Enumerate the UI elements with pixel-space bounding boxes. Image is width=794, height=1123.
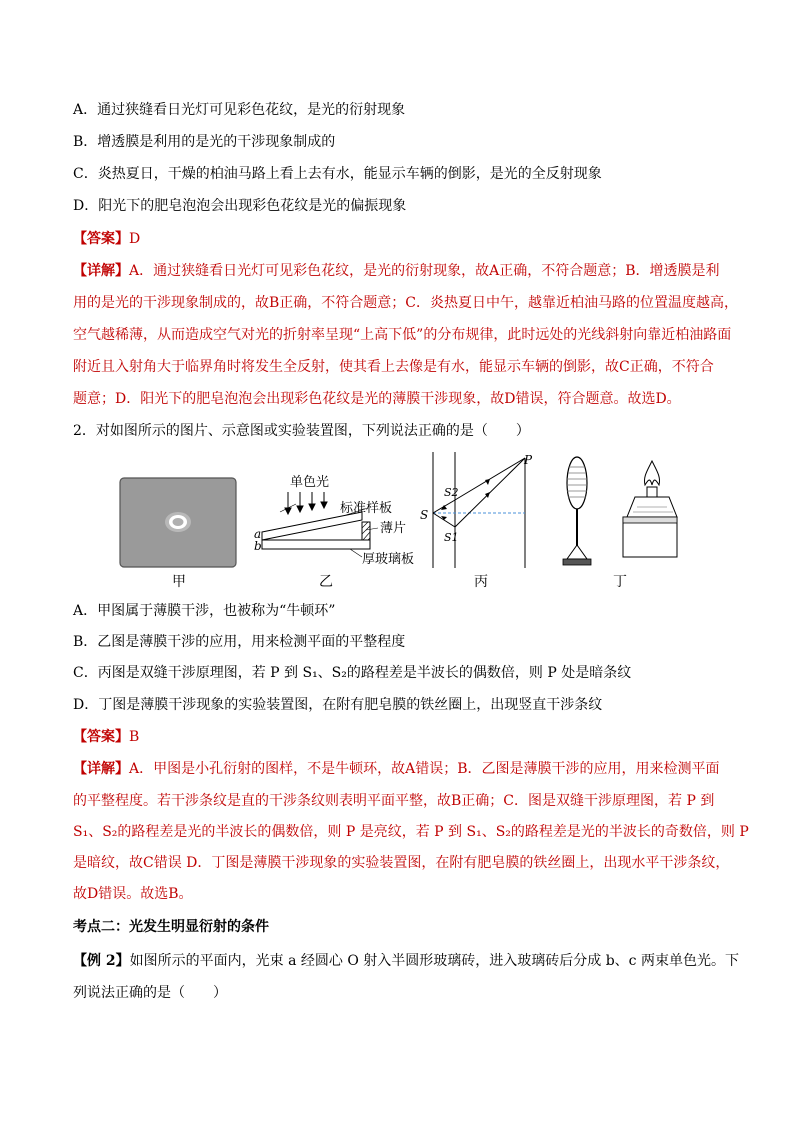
- answer-value: B: [129, 729, 140, 745]
- q1-explain-line-5: 题意；D．阳光下的肥皂泡泡会出现彩色花纹是光的薄膜干涉现象，故D错误，符合题意。故选D。: [73, 391, 681, 407]
- answer-label: 【答案】: [73, 729, 129, 745]
- example-label: 【例 2】: [73, 953, 130, 969]
- answer-value: D: [129, 231, 141, 247]
- q2-stem: 2．对如图所示的图片、示意图或实验装置图，下列说法正确的是（ ）: [73, 423, 530, 439]
- q2-explain-line-3: S₁、S₂的路程差是光的半波长的偶数倍，则 P 是亮纹，若 P 到 S₁、S₂的路程差是光的半波长的奇数倍，则 P: [73, 824, 749, 840]
- label-s2: S2: [444, 486, 459, 499]
- q2-option-a: A．甲图属于薄膜干涉，也被称为“牛顿环”: [73, 603, 336, 619]
- figure-jia: [119, 477, 237, 568]
- q1-option-a: A．通过狭缝看日光灯可见彩色花纹，是光的衍射现象: [73, 102, 406, 118]
- caption-ding: 丁: [613, 574, 627, 590]
- q1-explain-line-2: 用的是光的干涉现象制成的，故B正确，不符合题意；C．炎热夏日中午，越靠近柏油马路的位置温度越高，: [73, 295, 738, 311]
- example-2-line-2: 列说法正确的是（ ）: [73, 985, 227, 1001]
- label-s: S: [420, 508, 429, 522]
- label-p: P: [524, 453, 533, 467]
- q2-answer: [73, 727, 139, 747]
- q1-option-b: B．增透膜是利用的是光的干涉现象制成的: [73, 134, 336, 150]
- label-b: b: [254, 539, 262, 553]
- q1-explain-line-4: 附近且入射角大于临界角时将发生全反射，使其看上去像是有水，能显示车辆的倒影，故C正确，不符合: [73, 359, 714, 375]
- section-heading: 考点二：光发生明显衍射的条件: [73, 919, 269, 935]
- q2-option-b: B．乙图是薄膜干涉的应用，用来检测平面的平整程度: [73, 634, 406, 650]
- caption-yi: 乙: [319, 574, 333, 590]
- label-hou-boli-ban: 厚玻璃板: [362, 552, 415, 567]
- q2-explain-line-1: 【详解】A．甲图是小孔衍射的图样，不是牛顿环，故A错误；B．乙图是薄膜干涉的应用，用来检测平面: [73, 761, 720, 777]
- q2-explain-line-2: 的平整程度。若干涉条纹是直的干涉条纹则表明平面平整，故B正确；C．图是双缝干涉原理图，若 P 到: [73, 793, 715, 809]
- example-2-line-1: 【例 2】如图所示的平面内，光束 a 经圆心 O 射入半圆形玻璃砖，进入玻璃砖后分成 b、c 两束单色光。下: [73, 953, 739, 969]
- label-biao-zhun-yang-ban: 标准样板: [340, 501, 393, 516]
- label-bao-pian: 薄片: [380, 521, 407, 536]
- q2-explain-line-4: 是暗纹，故C错误 D．丁图是薄膜干涉现象的实验装置图，在附有肥皂膜的铁丝圈上，出现水平干涉条纹，: [73, 855, 730, 871]
- label-s1: S1: [444, 531, 459, 544]
- q2-explain-line-5: 故D错误。故选B。: [73, 886, 193, 902]
- answer-label: 【答案】: [73, 231, 129, 247]
- q1-answer: [73, 229, 140, 249]
- label-dan-se-guang: 单色光: [290, 475, 330, 490]
- caption-jia: 甲: [172, 574, 186, 590]
- q2-option-c: C．丙图是双缝干涉原理图，若 P 到 S₁、S₂的路程差是半波长的偶数倍，则 P 处是暗条纹: [73, 665, 632, 681]
- caption-bing: 丙: [474, 574, 488, 590]
- figure-ding: [555, 455, 680, 570]
- label-a: a: [254, 527, 262, 541]
- explain-label: 【详解】: [73, 263, 129, 279]
- q1-explain-line-1: 【详解】A．通过狭缝看日光灯可见彩色花纹，是光的衍射现象，故A正确，不符合题意；B．增透膜是利: [73, 263, 720, 279]
- q1-option-d: D．阳光下的肥皂泡泡会出现彩色花纹是光的偏振现象: [73, 198, 407, 214]
- explain-label: 【详解】: [73, 761, 129, 777]
- q1-option-c: C．炎热夏日，干燥的柏油马路上看上去有水，能显示车辆的倒影，是光的全反射现象: [73, 166, 602, 182]
- q2-option-d: D．丁图是薄膜干涉现象的实验装置图，在附有肥皂膜的铁丝圈上，出现竖直干涉条纹: [73, 697, 603, 713]
- figure-bing: [415, 450, 550, 570]
- q1-explain-line-3: 空气越稀薄，从而造成空气对光的折射率呈现“上高下低”的分布规律，此时远处的光线斜射向靠近柏油路面: [73, 327, 732, 343]
